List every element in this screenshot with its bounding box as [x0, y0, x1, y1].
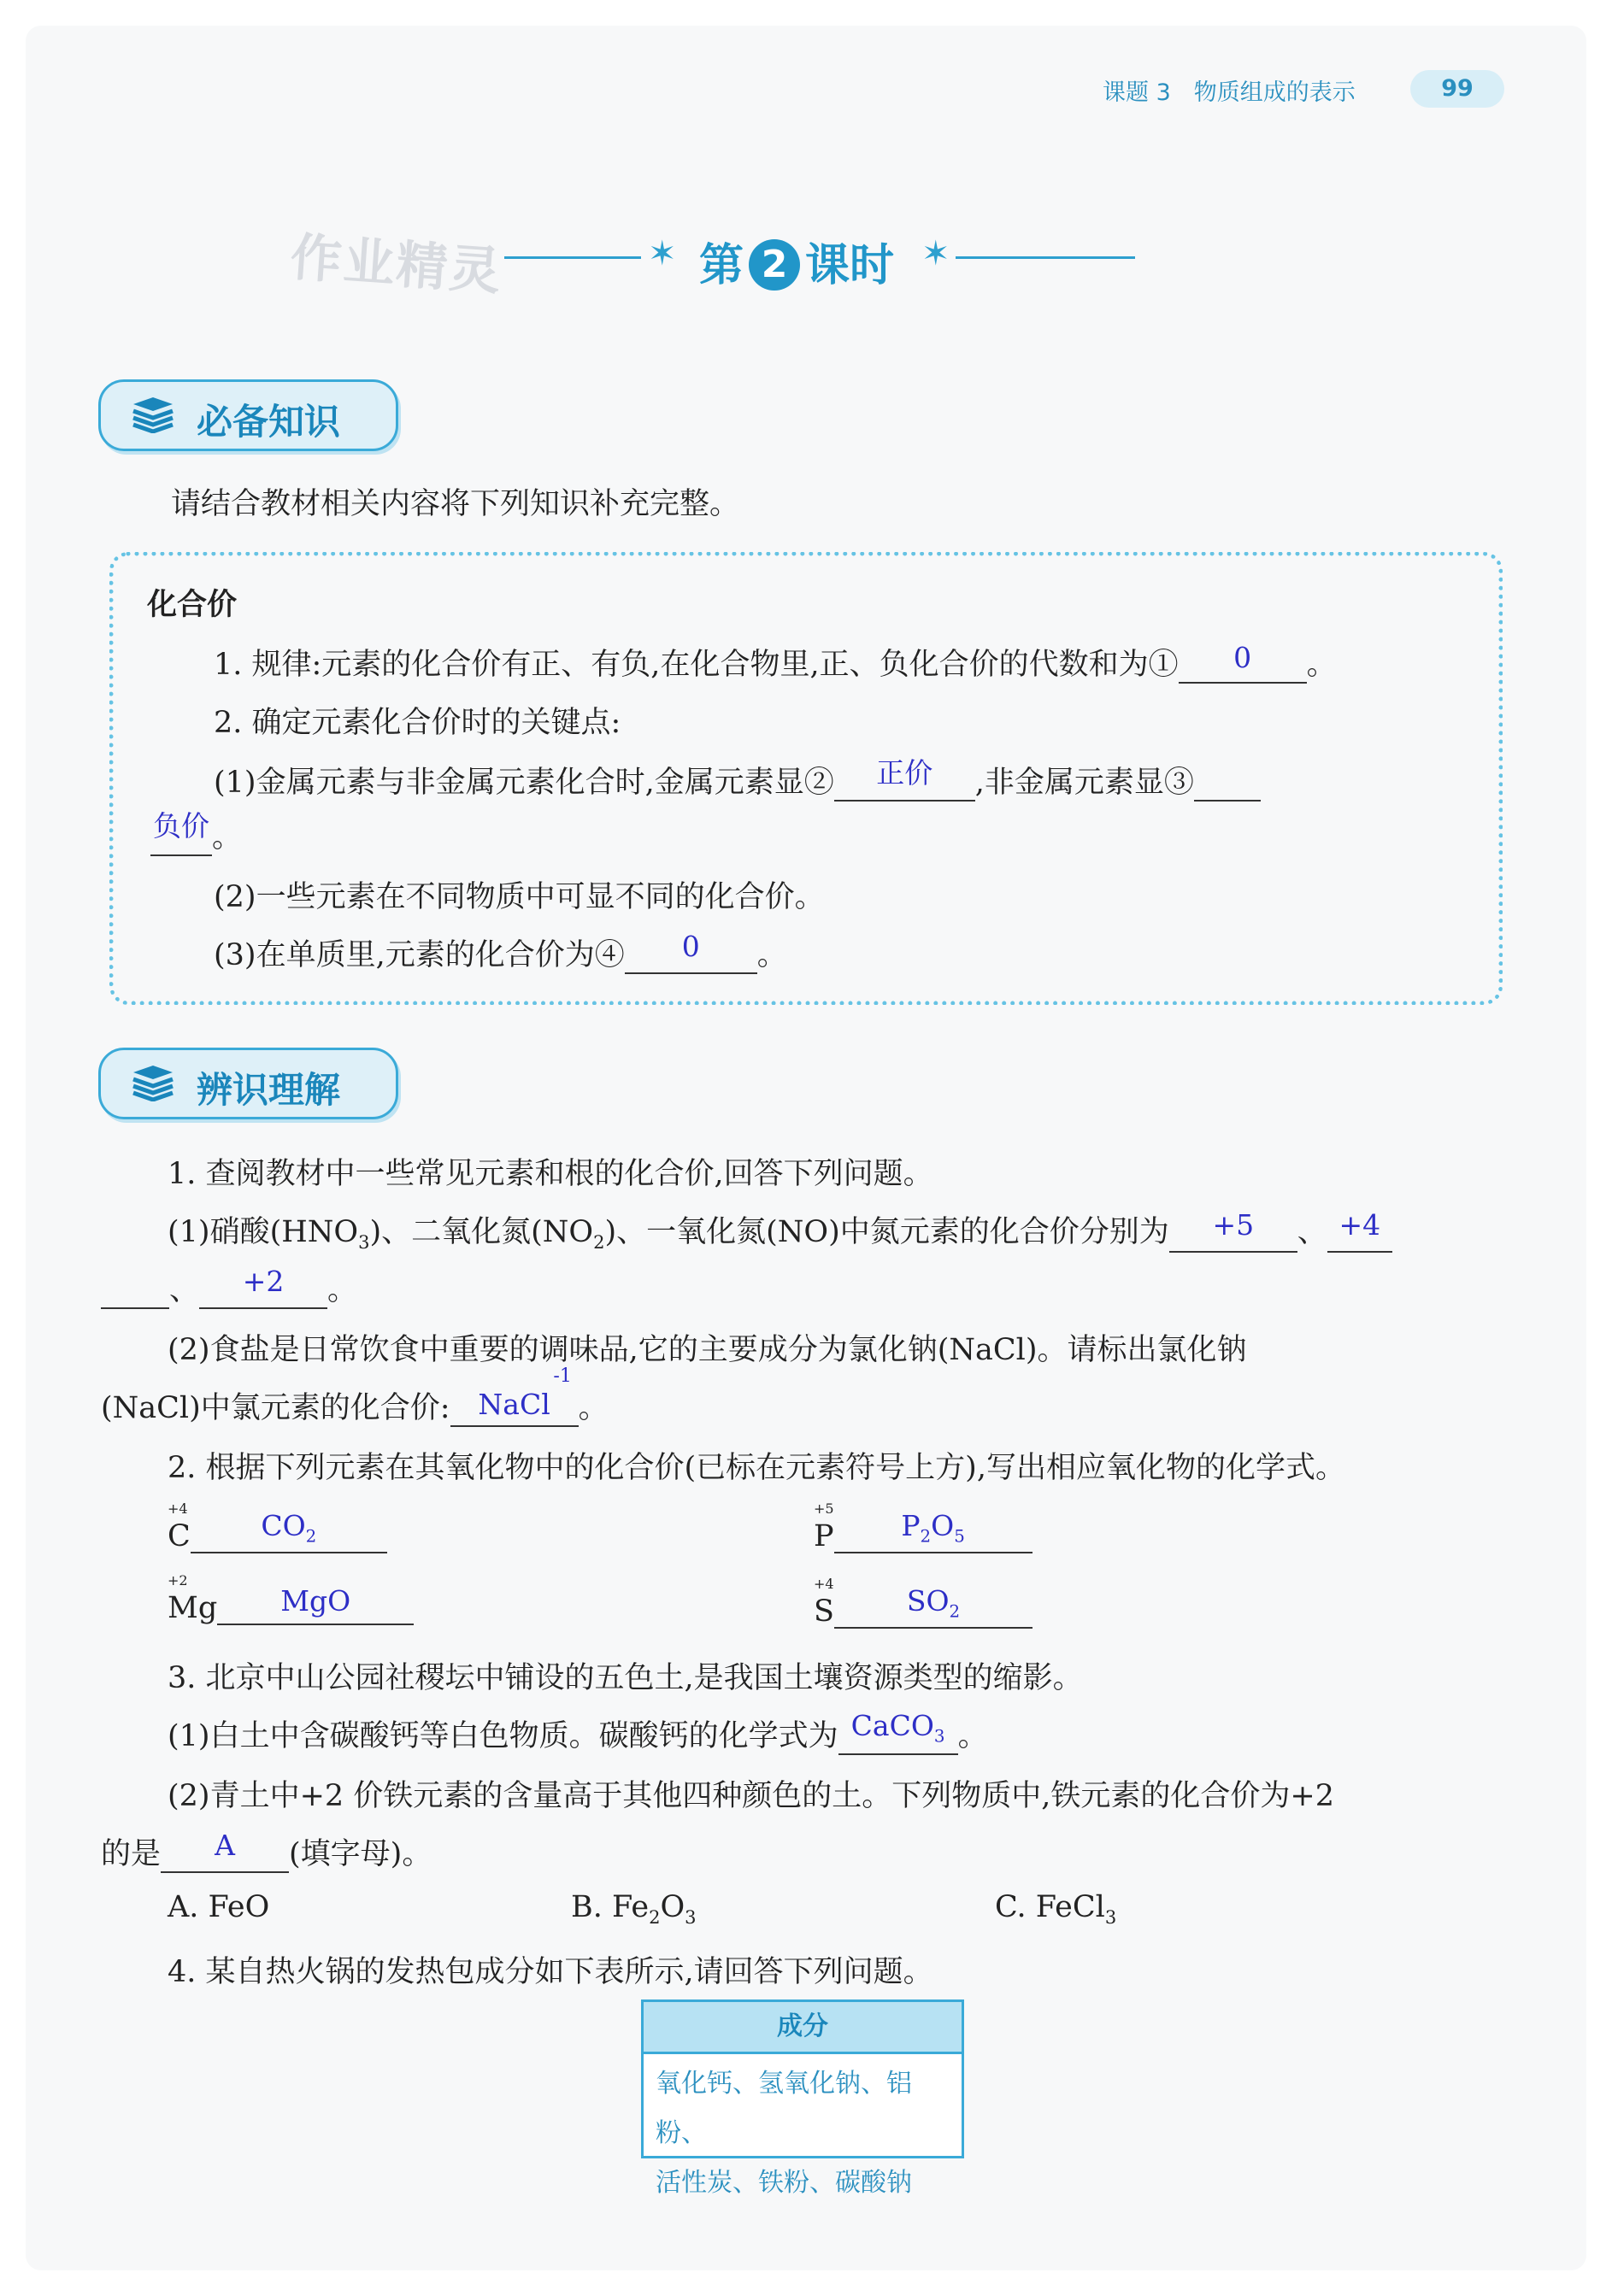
keypoint-1: (1)金属元素与非金属元素化合时,金属元素显② 正价 ,非金属元素显③ — [214, 759, 1261, 802]
question-4: 4. 某自热火锅的发热包成分如下表所示,请回答下列问题。 — [168, 1955, 933, 1989]
section-badge-knowledge — [98, 379, 398, 451]
answer-blank-9[interactable]: CaCO$_3$ — [838, 1716, 958, 1755]
answer-blank-3a[interactable] — [1194, 766, 1261, 802]
page-number: 99 — [1410, 70, 1504, 108]
table-row: 氧化钙、氢氧化钠、铝粉、 活性炭、铁粉、碳酸钠 — [656, 2069, 912, 2198]
keypoint-heading: 2. 确定元素化合价时的关键点: — [214, 706, 621, 740]
oxide-item-p: +5 P $P_2O_5$ — [814, 1514, 1033, 1553]
question-1-2-cont: (NaCl)中氯元素的化合价: NaCl -1 。 — [101, 1365, 609, 1425]
oxide-item-mg: +2 Mg MgO — [168, 1589, 414, 1625]
option-a: A. FeO — [168, 1890, 270, 1924]
keypoint-2: (2)一些元素在不同物质中可显不同的化合价。 — [214, 880, 825, 914]
title-number: 2 — [749, 239, 800, 291]
star-icon: ✶ — [648, 234, 677, 273]
section-badge-understanding — [98, 1048, 398, 1119]
answer-blank-6[interactable]: +4 — [1327, 1217, 1392, 1253]
star-icon: ✶ — [921, 234, 950, 273]
page-background — [26, 26, 1586, 2270]
title-suffix: 课时 — [805, 240, 895, 291]
answer-blank-4[interactable]: 0 — [625, 938, 757, 974]
answer-blank-s[interactable]: $SO_2$ — [834, 1589, 1033, 1629]
question-3: 3. 北京中山公园社稷坛中铺设的五色土,是我国土壤资源类型的缩影。 — [168, 1661, 1083, 1695]
answer-blank-p[interactable]: $P_2O_5$ — [834, 1514, 1033, 1553]
question-1-2: (2)食盐是日常饮食中重要的调味品,它的主要成分为氯化钠(NaCl)。请标出氯化钠 — [168, 1333, 1247, 1367]
option-b: B. $Fe_2O_3$ — [571, 1890, 697, 1928]
question-1-1: (1)硝酸$(HNO_3)$、二氧化氮$(NO_2)$、一氧化氮(NO)中氮元素的化合价分别为 +5 、 +4 — [168, 1208, 1392, 1253]
book-stack-icon — [130, 1064, 176, 1101]
question-1: 1. 查阅教材中一些常见元素和根的化合价,回答下列问题。 — [168, 1157, 933, 1191]
keypoint-3: (3)在单质里,元素的化合价为④ 0 。 — [214, 930, 787, 972]
lesson-title — [699, 229, 894, 294]
question-1-1-cont: 、 +2 。 — [101, 1266, 357, 1309]
oxide-item-c: +4 C $CO_2$ — [168, 1514, 387, 1553]
answer-blank-3[interactable]: 负价 — [150, 814, 212, 856]
box-title: 化合价 — [147, 587, 238, 622]
answer-blank-5[interactable]: +5 — [1169, 1217, 1297, 1253]
question-3-2: (2)青土中+2 价铁元素的含量高于其他四种颜色的土。下列物质中,铁元素的化合价为+2 — [168, 1779, 1335, 1813]
answer-blank-1[interactable]: 0 — [1179, 648, 1307, 684]
keypoint-1-cont: 负价。 — [150, 813, 242, 856]
oxide-item-s: +4 S $SO_2$ — [814, 1589, 1033, 1629]
answer-blank-8[interactable]: NaCl -1 — [450, 1391, 579, 1427]
book-stack-icon — [130, 396, 176, 433]
option-c: C. FeCl$_3$ — [995, 1890, 1117, 1928]
badge-label: 必备知识 — [197, 401, 341, 443]
question-2: 2. 根据下列元素在其氧化物中的化合价(已标在元素符号上方),写出相应氧化物的化学式。 — [168, 1451, 1345, 1485]
answer-blank-mg[interactable]: MgO — [217, 1589, 414, 1625]
title-rule-left — [504, 256, 641, 259]
table-header: 成分 — [644, 2002, 962, 2054]
ingredients-table — [641, 1999, 964, 2198]
badge-label: 辨识理解 — [197, 1069, 341, 1111]
question-3-2-cont: 的是 A (填字母)。 — [101, 1829, 432, 1871]
answer-blank-10[interactable]: A — [161, 1837, 289, 1873]
intro-text: 请结合教材相关内容将下列知识补充完整。 — [171, 487, 740, 521]
watermark: 作业精灵 — [288, 227, 504, 302]
title-rule-right — [956, 256, 1135, 259]
title-prefix: 第 — [699, 240, 744, 291]
rule-line: 1. 规律:元素的化合价有正、有负,在化合物里,正、负化合价的代数和为① 0 。 — [214, 641, 1337, 682]
question-3-1: (1)白土中含碳酸钙等白色物质。碳酸钙的化学式为 CaCO$_3$ 。 — [168, 1709, 988, 1753]
answer-blank-2[interactable]: 正价 — [834, 760, 975, 802]
running-header: 课题 3 物质组成的表示 — [1103, 79, 1356, 106]
answer-blank-7[interactable]: +2 — [199, 1273, 327, 1309]
answer-blank-6b[interactable] — [101, 1273, 169, 1309]
answer-blank-c[interactable]: $CO_2$ — [191, 1514, 387, 1553]
